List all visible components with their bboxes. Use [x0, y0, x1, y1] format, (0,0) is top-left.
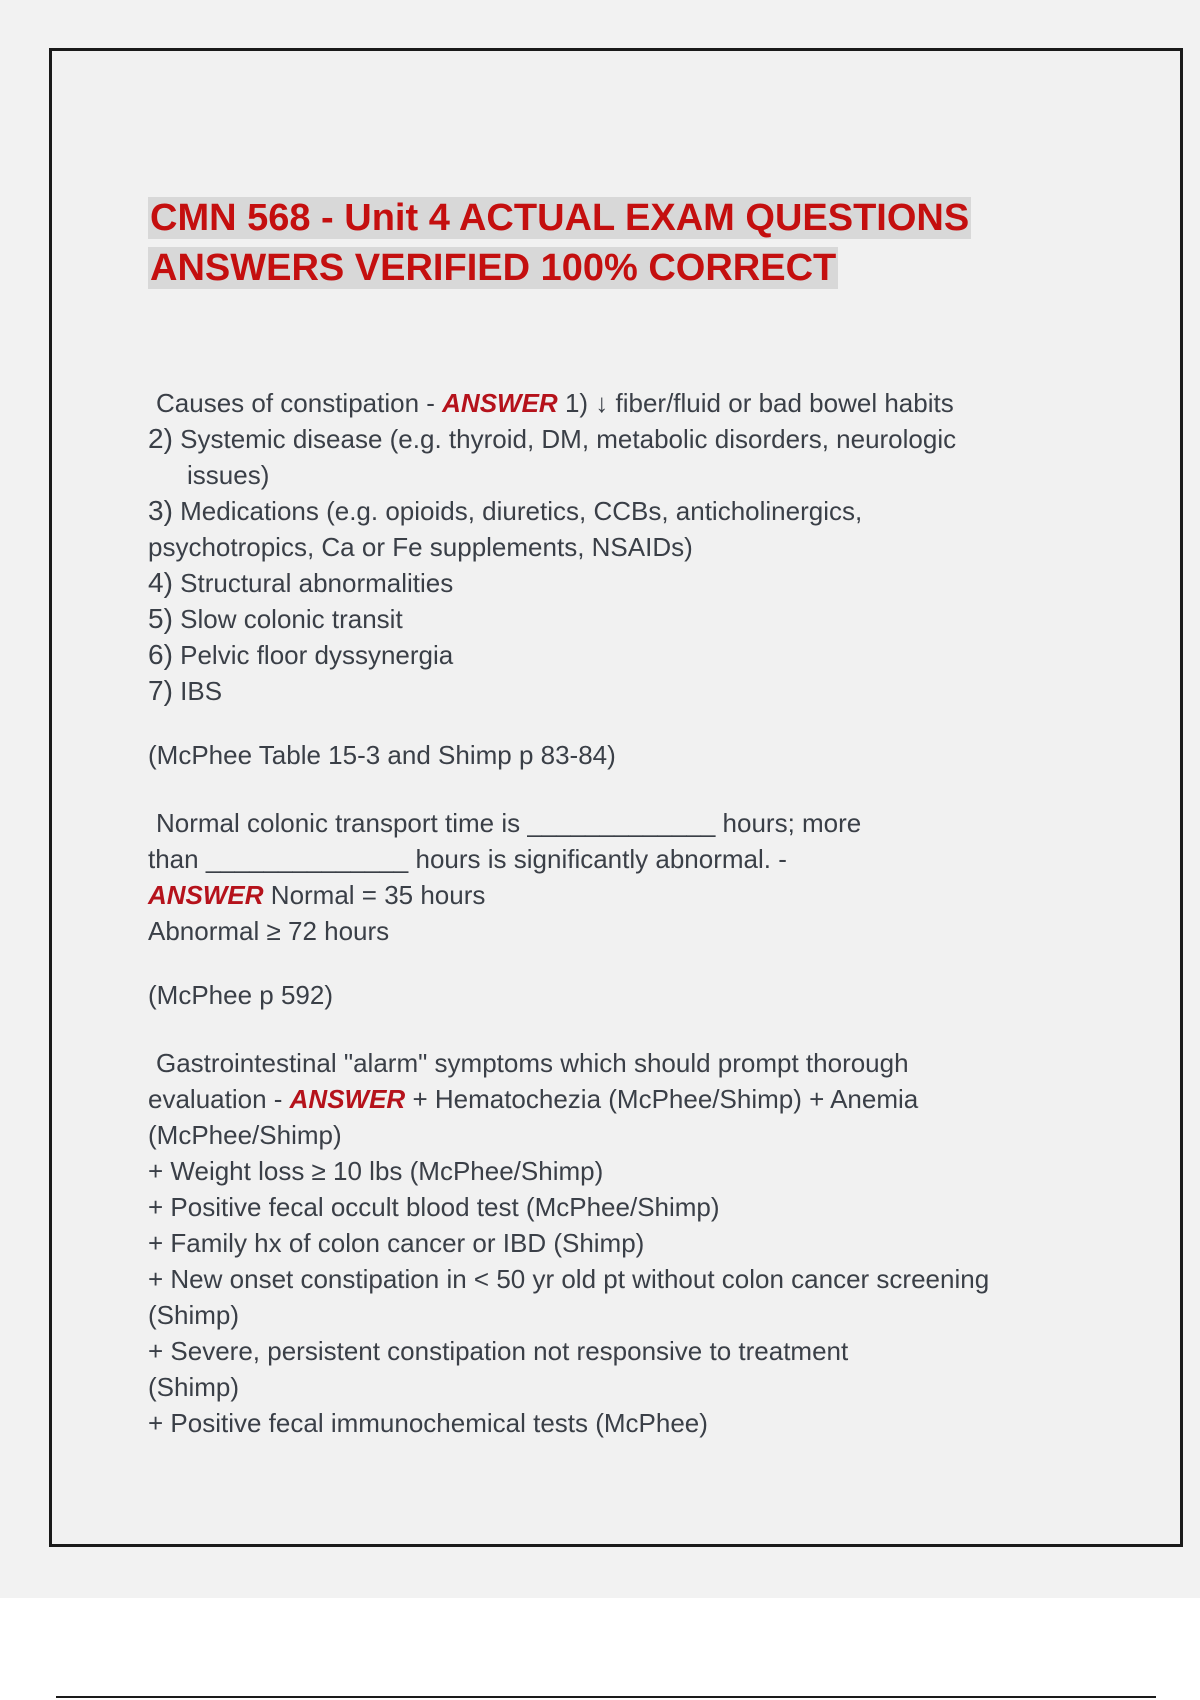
answer-item [148, 421, 1158, 457]
answer-item [148, 637, 1158, 673]
answer-line: + Family hx of colon cancer or IBD (Shimp) [148, 1228, 645, 1258]
item-number: 4) [148, 567, 173, 598]
answer-line-1 [148, 877, 1158, 913]
item-text: Systemic disease (e.g. thyroid, DM, metabolic disorders, neurologic [172, 424, 957, 454]
document-page [49, 48, 1183, 1547]
answer-item-1: 1) ↓ fiber/fluid or bad bowel habits [557, 388, 954, 418]
answer-item-continuation: psychotropics, Ca or Fe supplements, NSAIDs) [148, 532, 693, 562]
item-number: 5) [148, 603, 173, 634]
document-content [148, 147, 1158, 1441]
question-colonic-transport [148, 805, 1158, 1013]
question-constipation-causes [148, 385, 1158, 773]
answer-item [148, 601, 1158, 637]
answer-item [148, 565, 1158, 601]
question-text: Causes of constipation - [156, 388, 443, 418]
answer-line: + Severe, persistent constipation not responsive to treatment [148, 1336, 849, 1366]
answer-text: + Hematochezia (McPhee/Shimp) + Anemia [405, 1084, 919, 1114]
question-gi-alarm-symptoms [148, 1045, 1158, 1441]
answer-line: (Shimp) [148, 1372, 240, 1402]
item-number: 2) [148, 423, 173, 454]
item-text: Medications (e.g. opioids, diuretics, CCBs, anticholinergics, [172, 496, 863, 526]
answer-text: Normal = 35 hours [263, 880, 486, 910]
answer-item-continuation: issues) [187, 460, 270, 490]
question-line-2 [148, 1081, 1158, 1117]
answer-line: + New onset constipation in < 50 yr old pt without colon cancer screening [148, 1264, 990, 1294]
answer-item [148, 673, 1158, 709]
answer-line: + Positive fecal immunochemical tests (McPhee) [148, 1408, 708, 1438]
item-text: Pelvic floor dyssynergia [172, 640, 454, 670]
question-line-1: Gastrointestinal "alarm" symptoms which should prompt thorough [156, 1048, 909, 1078]
answer-label: ANSWER [442, 388, 558, 418]
reference: (McPhee Table 15-3 and Shimp p 83-84) [148, 740, 616, 770]
question-line-2: than ______________ hours is significantly abnormal. - [148, 844, 787, 874]
answer-label: ANSWER [148, 880, 264, 910]
title-line-1: CMN 568 - Unit 4 ACTUAL EXAM QUESTIONS [150, 197, 970, 239]
answer-line: (Shimp) [148, 1300, 240, 1330]
item-text: Structural abnormalities [172, 568, 454, 598]
bottom-divider [56, 1696, 1156, 1698]
question-line-1: Normal colonic transport time is _____________ hours; more [156, 808, 862, 838]
item-text: Slow colonic transit [172, 604, 403, 634]
item-number: 7) [148, 675, 173, 706]
answer-item [148, 493, 1158, 529]
title-line-2: ANSWERS VERIFIED 100% CORRECT [150, 247, 837, 289]
answer-label: ANSWER [289, 1084, 406, 1114]
answer-line: + Positive fecal occult blood test (McPhee/Shimp) [148, 1192, 720, 1222]
reference: (McPhee p 592) [148, 980, 333, 1010]
item-number: 3) [148, 495, 173, 526]
answer-line: + Weight loss ≥ 10 lbs (McPhee/Shimp) [148, 1156, 604, 1186]
document-title [148, 193, 1158, 293]
answer-line: (McPhee/Shimp) [148, 1120, 342, 1150]
answer-line-2: Abnormal ≥ 72 hours [148, 916, 390, 946]
item-text: IBS [172, 676, 223, 706]
item-number: 6) [148, 639, 173, 670]
question-line [148, 385, 1158, 421]
question-text: evaluation - [148, 1084, 290, 1114]
